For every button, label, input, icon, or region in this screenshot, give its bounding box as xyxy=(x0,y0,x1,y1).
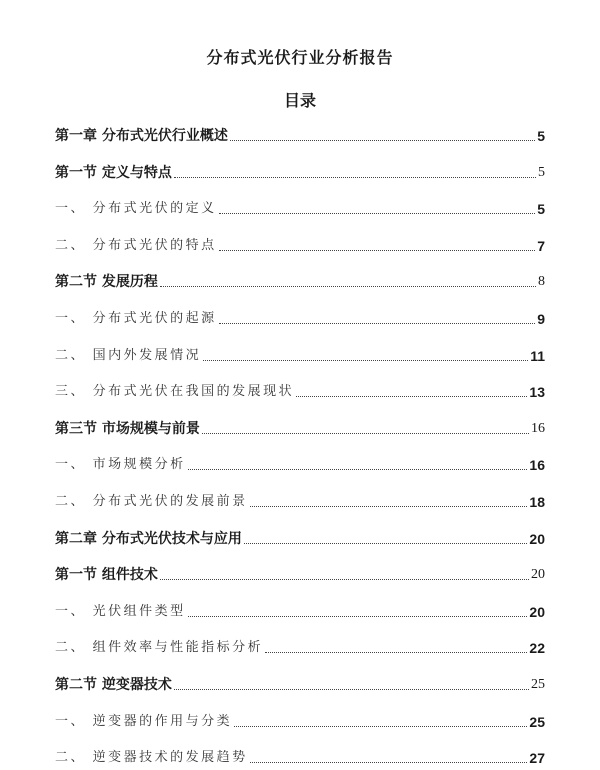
toc-entry[interactable] xyxy=(55,124,545,146)
dot-leader xyxy=(250,761,528,763)
toc-page-number: 16 xyxy=(531,420,545,436)
toc-entry-text: 第二节 逆变器技术 xyxy=(55,677,172,693)
toc-page-number: 18 xyxy=(529,494,545,510)
toc-entry[interactable] xyxy=(55,197,545,219)
toc-entry[interactable] xyxy=(55,344,545,366)
toc-entry[interactable] xyxy=(55,417,545,439)
toc-entry[interactable] xyxy=(55,563,545,585)
dot-leader xyxy=(250,505,528,507)
toc-page-number: 20 xyxy=(531,567,545,583)
toc-entry[interactable] xyxy=(55,673,545,695)
toc-entry[interactable] xyxy=(55,527,545,549)
toc-page-number: 7 xyxy=(537,237,545,254)
toc-entry-text: 一、 市场规模分析 xyxy=(55,457,186,473)
dot-leader xyxy=(188,468,528,470)
dot-leader xyxy=(265,651,527,653)
toc-entry[interactable] xyxy=(55,710,545,732)
toc-entry[interactable] xyxy=(55,161,545,183)
toc-page-number: 5 xyxy=(537,128,545,144)
toc-page-number: 5 xyxy=(537,201,545,218)
dot-leader xyxy=(244,542,528,544)
toc-entry[interactable] xyxy=(55,380,545,402)
toc-entry[interactable] xyxy=(55,307,545,329)
toc-entry-text: 二、 分布式光伏的特点 xyxy=(55,237,217,253)
toc-page-number: 25 xyxy=(529,713,545,730)
toc-entry[interactable] xyxy=(55,636,545,658)
toc-entry-text: 三、 分布式光伏在我国的发展现状 xyxy=(55,384,295,400)
dot-leader xyxy=(202,432,529,434)
toc-entry-text: 第二节 发展历程 xyxy=(55,274,158,291)
toc-entry[interactable] xyxy=(55,270,545,292)
toc-page-number: 9 xyxy=(537,311,545,327)
toc-entry-text: 二、 分布式光伏的发展前景 xyxy=(55,494,248,509)
toc-page-number: 16 xyxy=(529,457,545,474)
dot-leader xyxy=(203,359,528,361)
dot-leader xyxy=(219,249,536,251)
dot-leader xyxy=(174,176,536,178)
dot-leader xyxy=(234,725,527,727)
toc-page-number: 5 xyxy=(538,164,545,180)
toc-page-number: 20 xyxy=(529,603,545,620)
dot-leader xyxy=(219,212,536,214)
toc-page-number: 25 xyxy=(531,677,545,692)
toc-entry-text: 一、 分布式光伏的定义 xyxy=(55,201,217,217)
dot-leader xyxy=(230,139,535,141)
toc-entry-text: 第一章 分布式光伏行业概述 xyxy=(55,128,228,144)
dot-leader xyxy=(296,395,527,397)
toc-page-number: 13 xyxy=(529,384,545,401)
dot-leader xyxy=(188,615,528,617)
toc-entry[interactable] xyxy=(55,453,545,475)
toc-page-number: 22 xyxy=(529,640,545,657)
toc-page-number: 11 xyxy=(530,347,545,364)
toc-entry-text: 一、 光伏组件类型 xyxy=(55,603,186,619)
toc-entry-text: 二、 逆变器技术的发展趋势 xyxy=(55,750,248,766)
document-title: 分布式光伏行业分析报告 xyxy=(206,48,394,67)
dot-leader xyxy=(174,688,529,690)
toc-entry-text: 一、 分布式光伏的起源 xyxy=(55,311,217,326)
dot-leader xyxy=(219,322,536,324)
dot-leader xyxy=(160,285,536,287)
toc-entry-text: 二、 国内外发展情况 xyxy=(55,347,202,363)
toc-page-number: 8 xyxy=(538,274,545,290)
toc-entry[interactable] xyxy=(55,234,545,256)
toc-page-number: 27 xyxy=(529,750,545,767)
toc-entry[interactable] xyxy=(55,600,545,622)
toc-page-number: 20 xyxy=(529,530,545,547)
toc-entry[interactable] xyxy=(55,746,545,768)
toc-entry-text: 第一节 定义与特点 xyxy=(55,164,172,181)
toc-entry-text: 第三节 市场规模与前景 xyxy=(55,420,200,437)
toc-heading: 目录 xyxy=(283,91,316,110)
toc-entry-text: 第二章 分布式光伏技术与应用 xyxy=(55,530,242,547)
toc-entry-text: 二、 组件效率与性能指标分析 xyxy=(55,640,264,656)
toc-entry-text: 一、 逆变器的作用与分类 xyxy=(55,713,233,729)
toc-entry-text: 第一节 组件技术 xyxy=(55,567,158,584)
dot-leader xyxy=(160,578,529,580)
toc-entry[interactable] xyxy=(55,490,545,512)
